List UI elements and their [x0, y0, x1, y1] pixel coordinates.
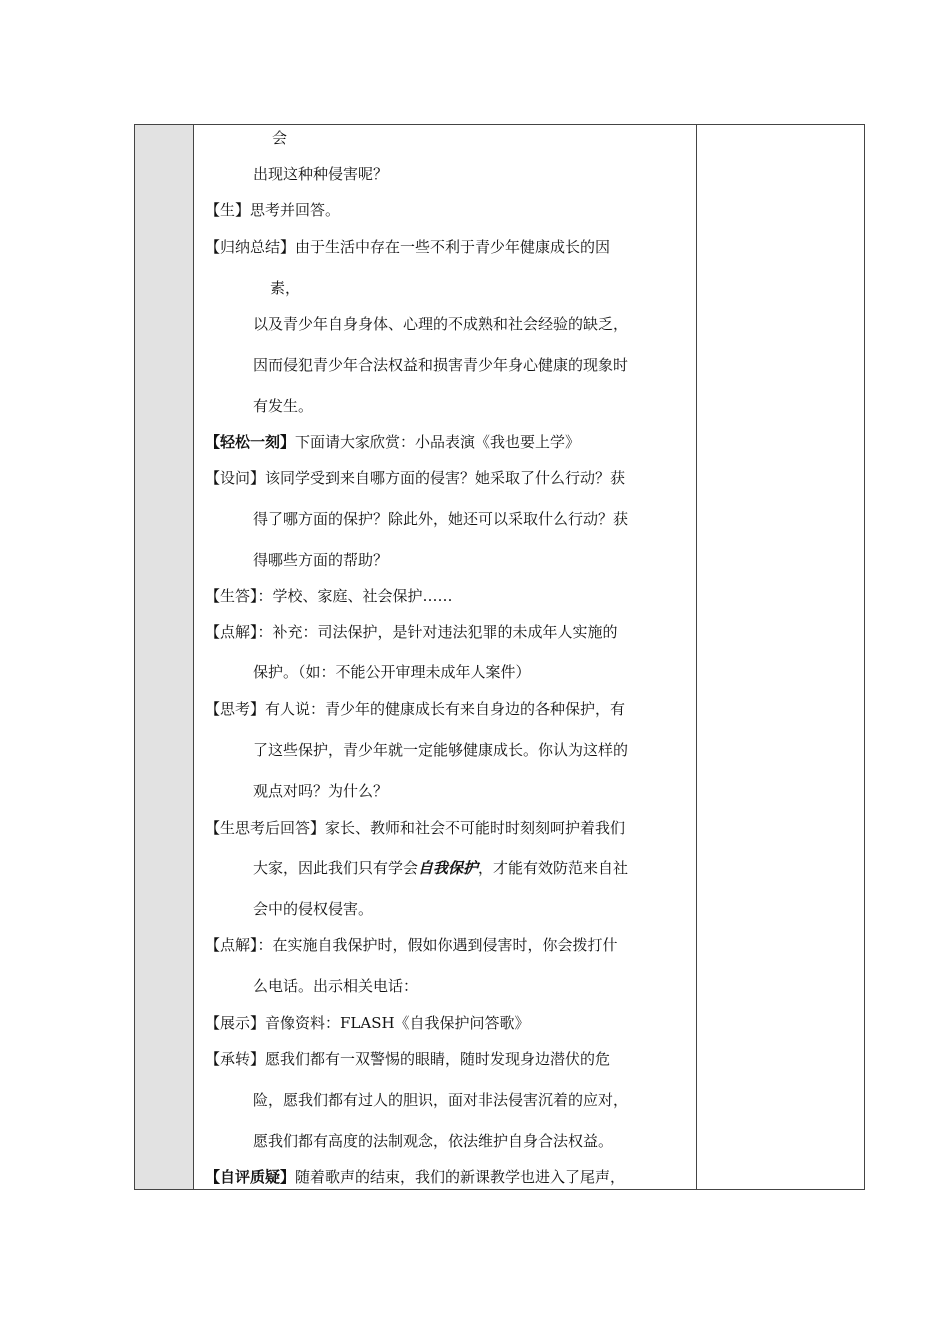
text-line: 【展示】音像资料：FLASH《自我保护问答歌》	[205, 1014, 530, 1032]
text-line: 【点解】：补充：司法保护，是针对违法犯罪的未成年人实施的	[205, 623, 618, 641]
text-line: 【设问】该同学受到来自哪方面的侵害？她采取了什么行动？获	[205, 469, 626, 487]
text-line: 得哪些方面的帮助？	[253, 551, 389, 569]
text-line: 得了哪方面的保护？除此外，她还可以采取什么行动？获	[253, 510, 629, 528]
text-segment: ，才能有效防范来自社	[478, 859, 629, 877]
text-line: 会	[272, 129, 288, 147]
text-segment: 大家，因此我们只有学会	[253, 859, 419, 877]
section-label: 【自评质疑】	[205, 1168, 296, 1186]
text-line: 【点解】：在实施自我保护时，假如你遇到侵害时，你会拨打什	[205, 936, 618, 954]
text-line: 会中的侵权侵害。	[253, 900, 374, 918]
text-line: 观点对吗？为什么？	[253, 782, 389, 800]
text-line	[205, 432, 580, 452]
text-line	[253, 858, 628, 878]
text-line: 【思考】有人说：青少年的健康成长有来自身边的各种保护，有	[205, 700, 626, 718]
text-line: 保护。（如：不能公开审理未成年人案件）	[253, 663, 531, 681]
text-line: 出现这种种侵害呢？	[253, 165, 389, 183]
text-line: 险，愿我们都有过人的胆识，面对非法侵害沉着的应对，	[253, 1091, 629, 1109]
text-line: 有发生。	[253, 397, 314, 415]
text-line: 么电话。出示相关电话：	[253, 977, 419, 995]
text-line: 因而侵犯青少年合法权益和损害青少年身心健康的现象时	[253, 356, 629, 374]
section-text: 下面请大家欣赏：小品表演《我也要上学》	[295, 433, 581, 451]
text-line: 【生答】：学校、家庭、社会保护……	[205, 587, 453, 605]
section-label: 【轻松一刻】	[205, 433, 296, 451]
emphasis-text: 自我保护	[418, 859, 479, 877]
table-left-column	[135, 125, 194, 1189]
text-line: 以及青少年自身身体、心理的不成熟和社会经验的缺乏，	[253, 315, 629, 333]
text-line: 【承转】愿我们都有一双警惕的眼睛，随时发现身边潜伏的危	[205, 1050, 611, 1068]
text-line: 素，	[270, 279, 301, 297]
table-right-column-divider	[696, 125, 697, 1189]
text-line: 愿我们都有高度的法制观念，依法维护自身合法权益。	[253, 1132, 614, 1150]
text-line: 了这些保护，青少年就一定能够健康成长。你认为这样的	[253, 741, 629, 759]
text-line: 【归纳总结】由于生活中存在一些不利于青少年健康成长的因	[205, 238, 611, 256]
text-line: 【生】思考并回答。	[205, 201, 341, 219]
text-line: 【生思考后回答】家长、教师和社会不可能时时刻刻呵护着我们	[205, 819, 626, 837]
section-text: 随着歌声的结束，我们的新课教学也进入了尾声，	[295, 1168, 626, 1186]
text-line	[205, 1167, 625, 1187]
